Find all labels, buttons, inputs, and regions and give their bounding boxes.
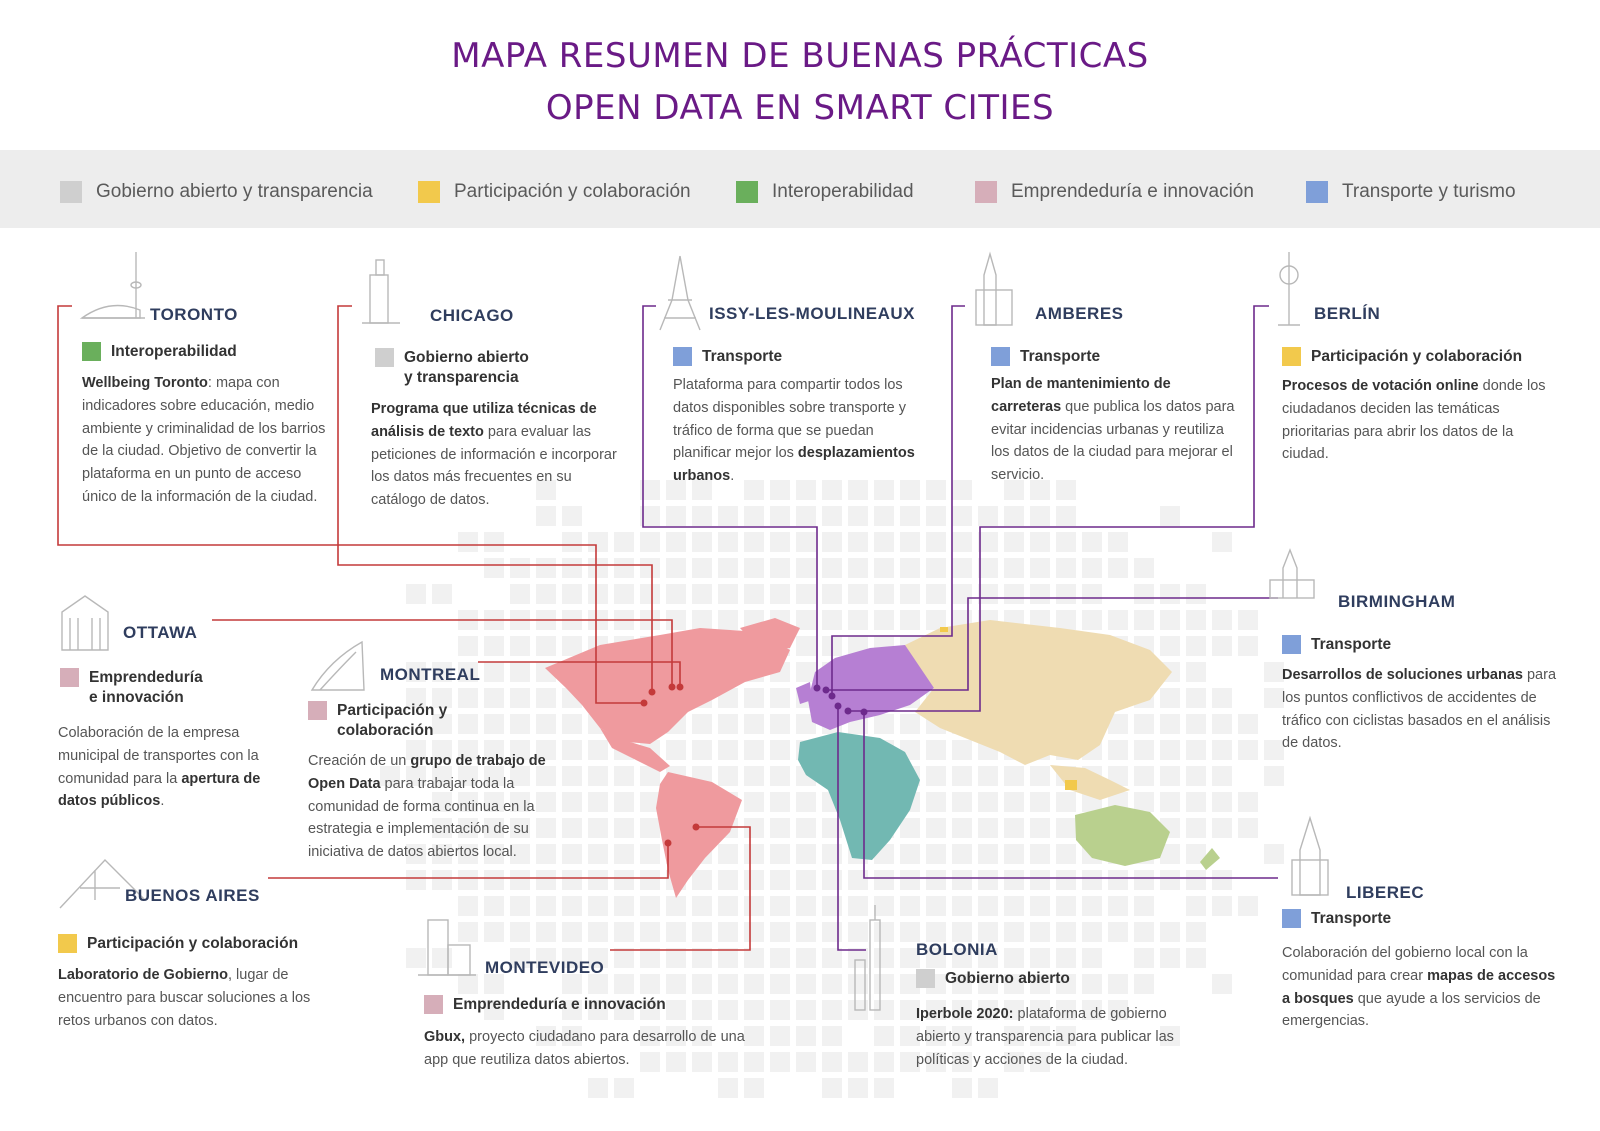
city-name-montreal: MONTREAL [380,665,481,684]
description-montevideo: Gbux, proyecto ciudadano para desarrollo de una app que reutiliza datos abiertos. [424,1029,745,1068]
cathedral-icon [976,254,1012,325]
city-name-birmingham: BIRMINGHAM [1338,592,1456,611]
parliament-icon [62,596,108,650]
city-name-issy: ISSY-LES-MOULINEAUX [709,304,915,323]
category-liberec [1282,909,1391,929]
category-bolonia [916,969,1070,989]
berlin-highlight [940,627,948,632]
description-issy: Plataforma para compartir todos los datos disponibles sobre transporte y tráfico de forma que se puedan planificar mejor los desplazamientos urbanos. [673,377,915,485]
category-montreal [308,701,447,741]
legend-label: Emprendeduría e innovación [1011,181,1254,202]
category-swatch [60,668,79,687]
description-ottawa: Colaboración de la empresa municipal de transportes con la comunidad para la apertura de datos públicos. [58,725,261,810]
city-name-chicago: CHICAGO [430,306,514,325]
africa [798,732,920,860]
industrial-skyline-icon [1270,550,1314,598]
category-swatch [375,348,394,367]
indonesia-highlight [1065,780,1077,790]
description-buenos-aires: Laboratorio de Gobierno, lugar de encuentro para buscar soluciones a los retos urbanos con datos. [58,967,311,1029]
description-amberes: Plan de mantenimiento de carreteras que publica los datos para evitar incidencias urbanas y reutiliza los datos de la ciudad para mejorar el servicio. [991,376,1235,484]
description-bolonia: Iperbole 2020: plataforma de gobierno abierto y transparencia para publicar las políticas y acciones de la ciudad. [916,1006,1174,1068]
city-name-ottawa: OTTAWA [123,623,198,642]
category-buenos-aires [58,934,298,954]
description-berlin: Procesos de votación online donde los ciudadanos deciden las temáticas prioritarias para abrir los datos de la ciudad. [1282,378,1546,463]
city-name-montevideo: MONTEVIDEO [485,958,605,977]
description-chicago: Programa que utiliza técnicas de análisis de texto para evaluar las peticiones de información e incorporar los datos más frecuentes en su catálogo de datos. [371,401,617,509]
category-label: Gobierno abierto [945,970,1070,987]
eiffel-tower-icon [660,256,700,330]
legend-label: Participación y colaboración [454,181,691,202]
title-line-2: OPEN DATA EN SMART CITIES [545,88,1055,128]
title-line-1: MAPA RESUMEN DE BUENAS PRÁCTICAS [451,36,1149,76]
legend-label: Gobierno abierto y transparencia [96,181,373,202]
city-name-toronto: TORONTO [150,305,238,324]
category-swatch [916,969,935,988]
city-name-liberec: LIBEREC [1346,883,1425,902]
category-swatch [82,342,101,361]
category-swatch [1282,635,1301,654]
category-label: Emprendeduría e innovación [453,996,666,1013]
category-swatch [58,934,77,953]
description-toronto: Wellbeing Toronto: mapa con indicadores sobre educación, medio ambiente y criminalidad de los barrios de la ciudad. Objetivo de convertir la plataforma en un punto de acceso único de la información de la ciudad. [82,375,326,505]
category-label: Participación y colaboración [1311,348,1523,365]
category-amberes [991,347,1100,367]
category-swatch [1282,909,1301,928]
category-swatch [308,701,327,720]
category-toronto [82,342,237,362]
category-ottawa [60,668,203,708]
category-chicago [375,348,529,388]
legend-label: Transporte y turismo [1342,181,1516,202]
category-berlin [1282,347,1522,367]
category-label: Participación y colaboración [337,702,448,739]
category-label: Participación y colaboración [87,935,299,952]
gothic-tower-icon [1292,818,1328,895]
city-name-berlin: BERLÍN [1314,304,1381,323]
city-name-bolonia: BOLONIA [916,940,998,959]
tv-tower-icon [1278,252,1300,325]
category-swatch [424,995,443,1014]
willis-tower-icon [362,260,400,323]
category-swatch [1282,347,1301,366]
category-swatch [673,347,692,366]
category-label: Transporte [1311,910,1392,927]
category-label: Transporte [1020,348,1101,365]
legend-label: Interoperabilidad [772,181,914,202]
category-label: Emprendeduría e innovación [89,669,203,706]
cn-tower-icon [82,252,145,318]
description-montreal: Creación de un grupo de trabajo de Open Data para trabajar toda la comunidad de forma continua en la estrategia e implementación de su iniciativa de datos abiertos local. [308,753,546,861]
category-swatch [991,347,1010,366]
olympic-stadium-icon [312,642,364,690]
city-name-buenos-aires: BUENOS AIRES [125,886,260,905]
category-label: Transporte [702,348,783,365]
description-liberec: Colaboración del gobierno local con la comunidad para crear mapas de accesos a bosques que ayude a los servicios de emergencias. [1282,945,1556,1030]
category-montevideo [424,995,666,1015]
category-birmingham [1282,635,1391,655]
category-issy [673,347,782,367]
category-label: Transporte [1311,636,1392,653]
description-birmingham: Desarrollos de soluciones urbanas para los puntos conflictivos de accidentes de tráfico con ciclistas basados en el análisis de datos. [1282,667,1557,752]
city-name-amberes: AMBERES [1035,304,1124,323]
category-label: Interoperabilidad [111,343,237,360]
category-label: Gobierno abierto y transparencia [404,349,529,386]
